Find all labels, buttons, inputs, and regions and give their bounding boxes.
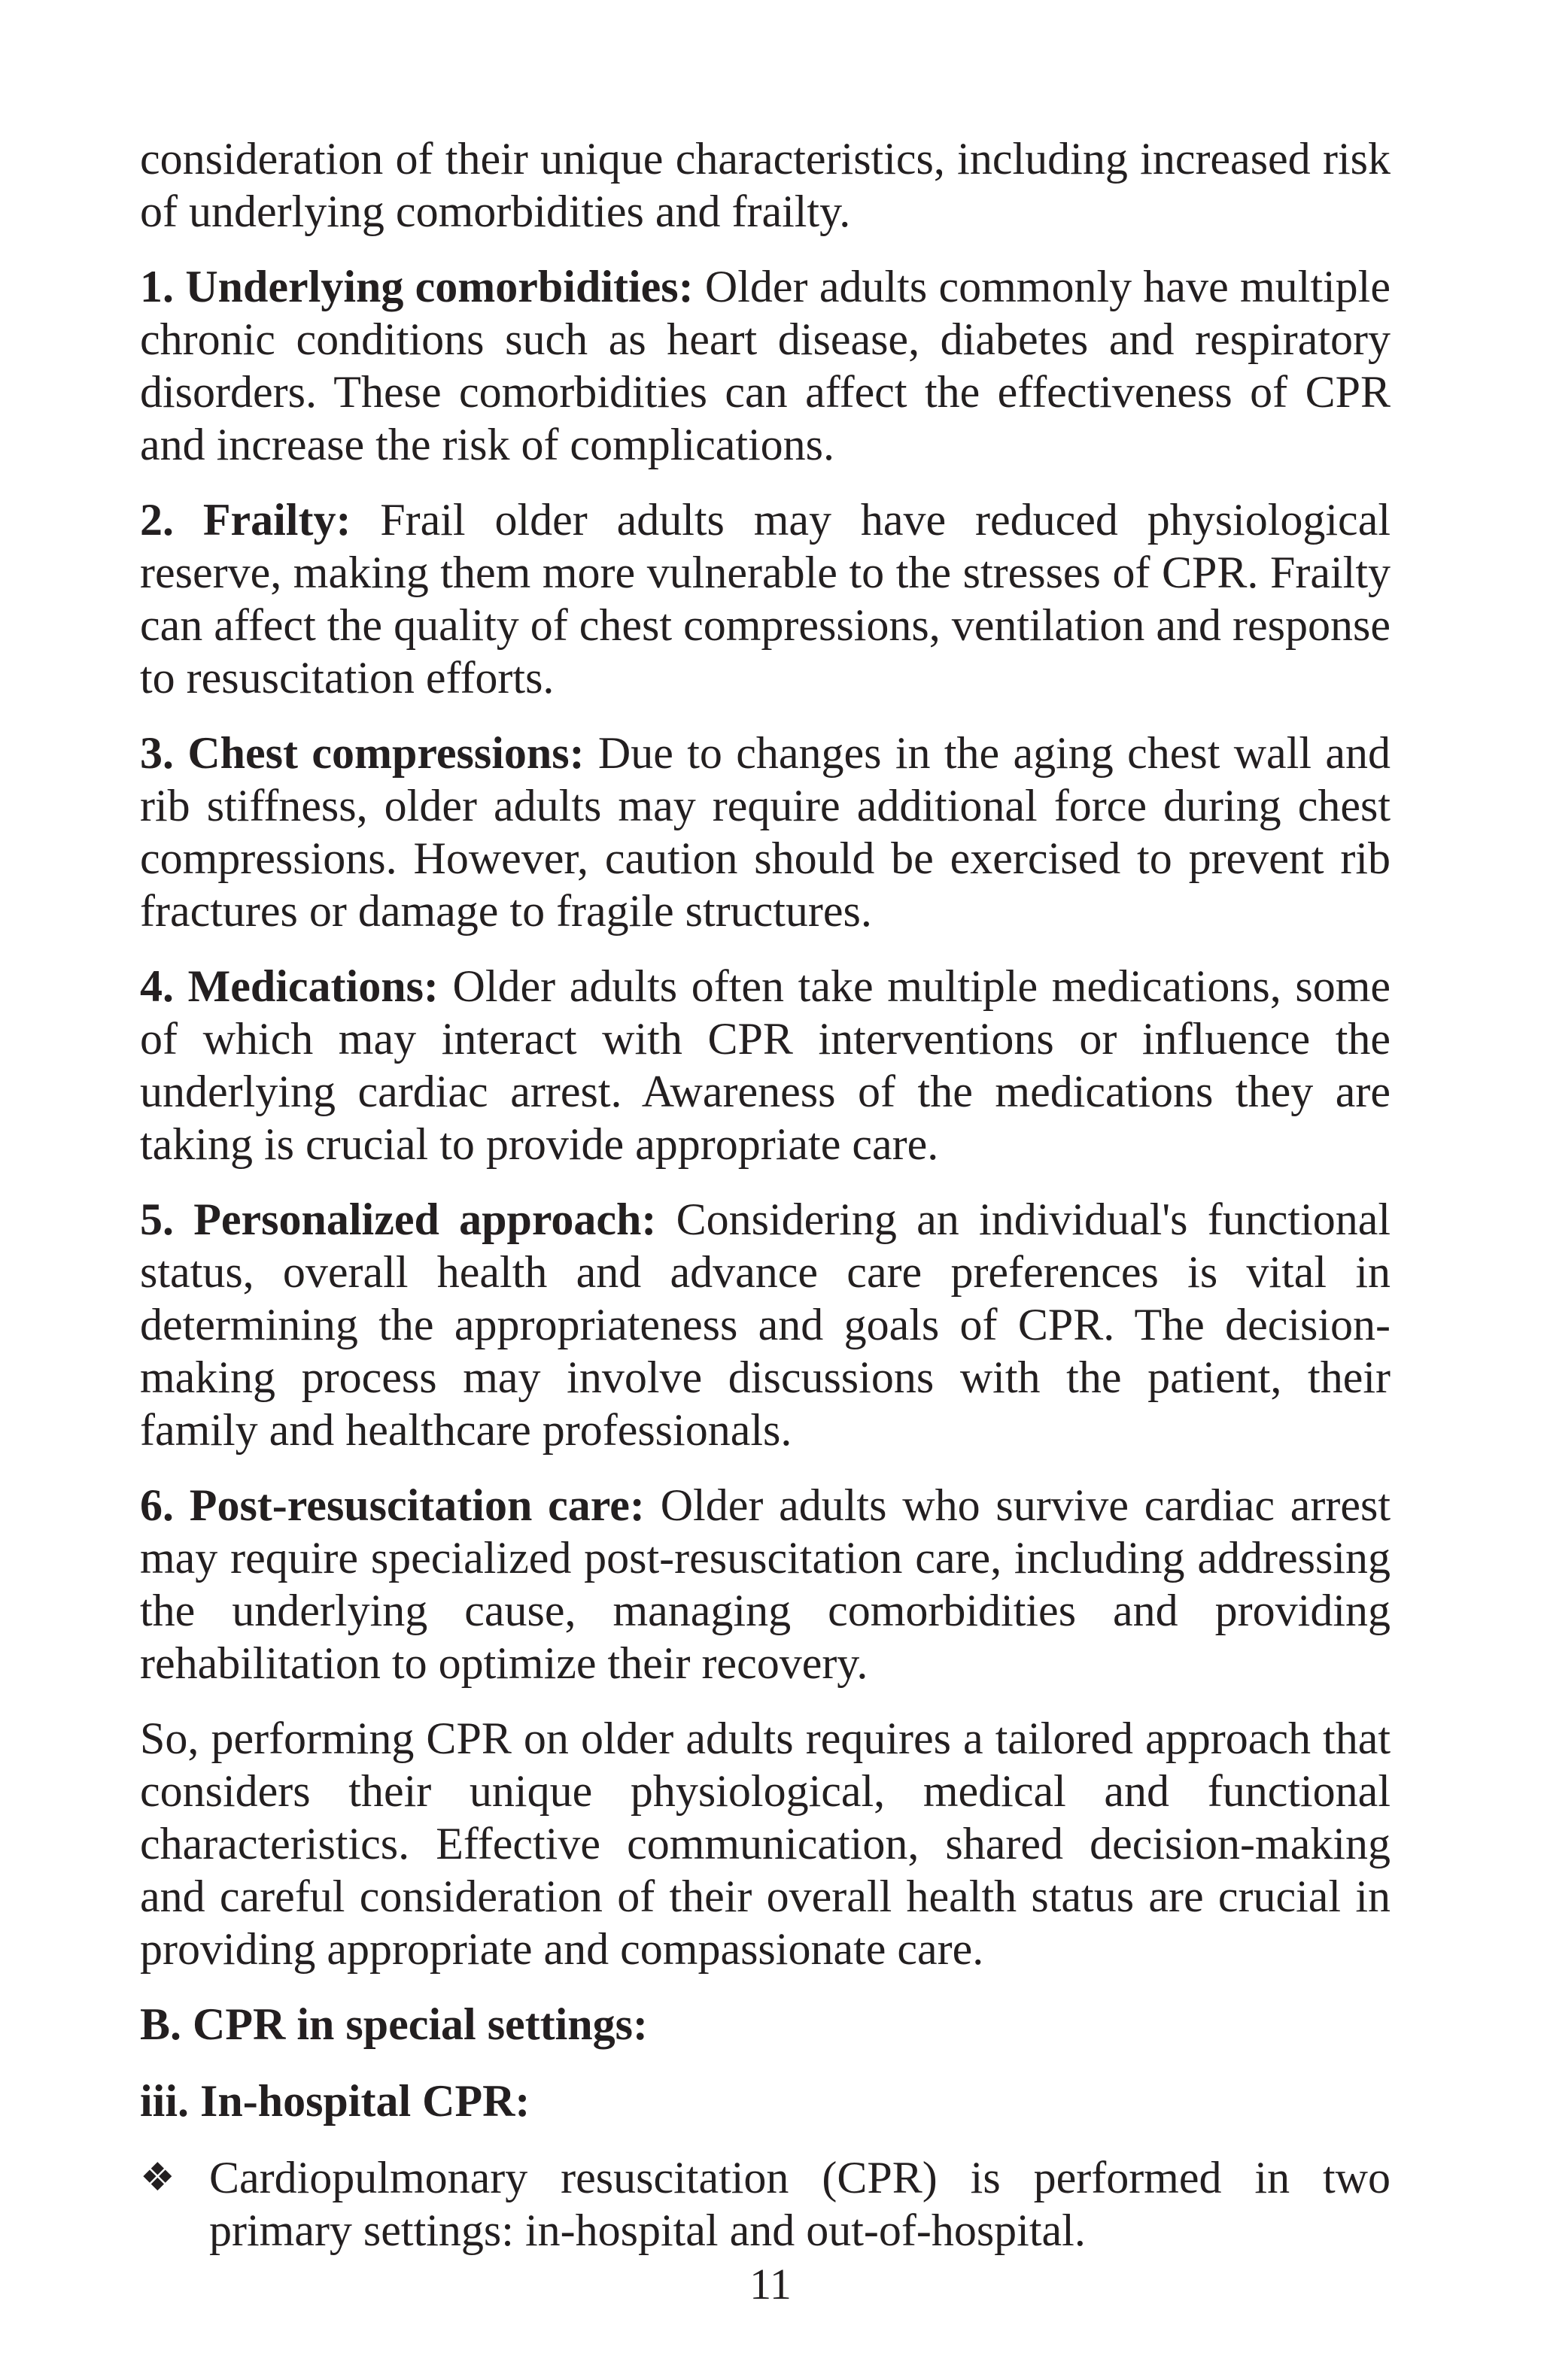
item-lead: 4. Medications:	[140, 961, 439, 1011]
item-text: Considering an individual's functional status, overall health and advance care preferences is vital in determining the appropriateness and goals of CPR. The decision-making process may involve discussions with the patient, their family and healthcare professionals.	[140, 1195, 1391, 1455]
bullet-text: Cardiopulmonary resuscitation (CPR) is performed in two primary settings: in-hospital and out-of-hospital.	[209, 2153, 1391, 2255]
section-heading: B. CPR in special settings:	[140, 1999, 648, 2049]
summary-paragraph: So, performing CPR on older adults requires a tailored approach that considers their unique physiological, medical and functional characteristics. Effective communication, shared decision-making and careful consideration of their overall health status are crucial in providing appropriate and compassionate care.	[140, 1714, 1391, 1974]
list-item-frailty	[140, 493, 1391, 704]
item-lead: 6. Post-resuscitation care:	[140, 1480, 645, 1530]
item-text: Due to changes in the aging chest wall and rib stiffness, older adults may require additional force during chest compressions. However, caution should be exercised to prevent rib fractures or damage to fragile structures.	[140, 728, 1391, 936]
list-item-chest-compressions	[140, 727, 1391, 937]
item-lead: 3. Chest compressions:	[140, 728, 585, 778]
item-text: Older adults often take multiple medications, some of which may interact with CPR interventions or influence the underlying cardiac arrest. Awareness of the medications they are taking is crucial to provide appropriate care.	[140, 961, 1391, 1169]
item-text: Frail older adults may have reduced physiological reserve, making them more vulnerable to the stresses of CPR. Frailty can affect the quality of chest compressions, ventilation and response to resuscitation efforts.	[140, 495, 1391, 703]
list-item-personalized-approach	[140, 1193, 1391, 1456]
list-item-underlying-comorbidities	[140, 260, 1391, 471]
list-item-post-resuscitation-care	[140, 1479, 1391, 1689]
list-item-medications	[140, 960, 1391, 1170]
bullet-item	[140, 2151, 1391, 2257]
item-text: Older adults commonly have multiple chronic conditions such as heart disease, diabetes and respiratory disorders. These comorbidities can affect the effectiveness of CPR and increase the risk of complications.	[140, 262, 1391, 469]
intro-paragraph: consideration of their unique characteristics, including increased risk of underlying comorbidities and frailty.	[140, 134, 1391, 236]
item-lead: 1. Underlying comorbidities:	[140, 262, 694, 311]
item-lead: 5. Personalized approach:	[140, 1195, 657, 1244]
four-diamond-bullet-icon: ❖	[140, 2155, 175, 2200]
subsection-heading: iii. In-hospital CPR:	[140, 2076, 530, 2126]
page-content	[140, 132, 1391, 2257]
item-text: Older adults who survive cardiac arrest may require specialized post-resuscitation care, including addressing the underlying cause, managing comorbidities and providing rehabilitation to optimize their recovery.	[140, 1480, 1391, 1688]
page-number: 11	[749, 2260, 792, 2309]
item-lead: 2. Frailty:	[140, 495, 351, 545]
